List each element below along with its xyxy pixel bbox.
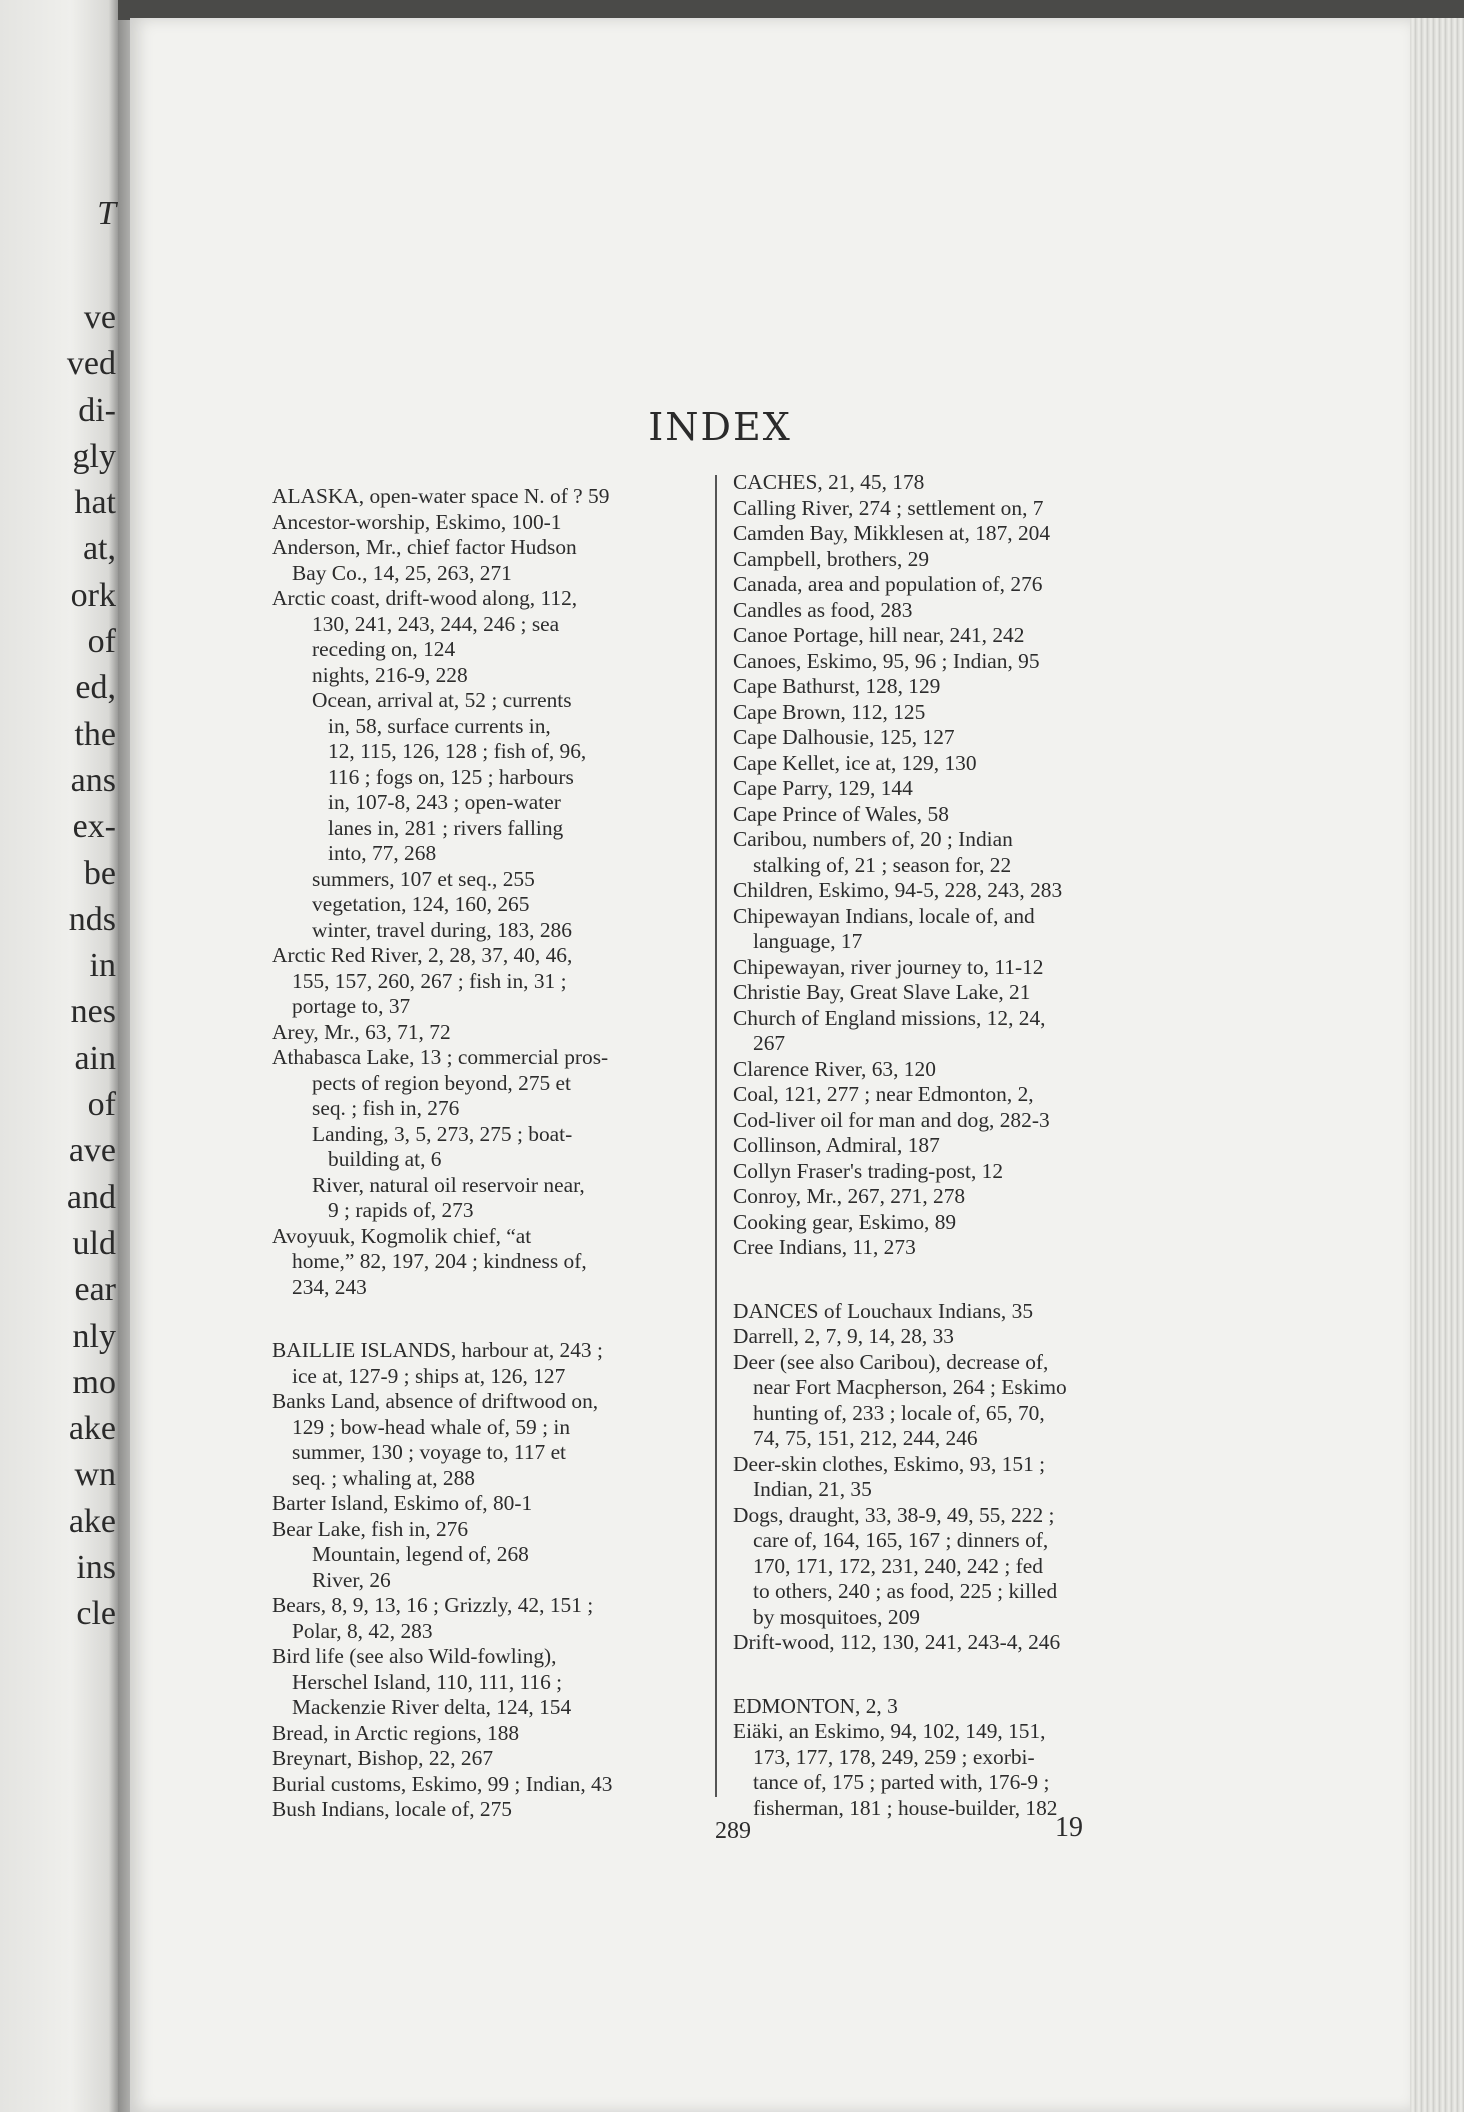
facing-page-fragment: gly: [72, 437, 116, 475]
index-entry-line: Polar, 8, 42, 283: [292, 1618, 433, 1643]
index-entry: [272, 1644, 704, 1721]
facing-page-fragment: ans: [70, 761, 116, 799]
signature-mark: 19: [1055, 1812, 1083, 1843]
index-entry: [733, 955, 1173, 981]
facing-page-fragment: ed,: [75, 669, 116, 707]
index-entry-line: Cape Kellet, ice at, 129, 130: [733, 750, 977, 775]
facing-page-fragment: nly: [72, 1317, 116, 1355]
index-entry: [272, 867, 704, 893]
index-entry-line: Anderson, Mr., chief factor Hudson: [272, 535, 577, 559]
facing-page-fragment: ve: [83, 299, 116, 336]
index-entry: [733, 1082, 1173, 1108]
index-entry: [272, 1045, 704, 1122]
facing-page-edge: [0, 0, 118, 2112]
facing-page-fragment: nes: [70, 993, 116, 1031]
index-entry-line: seq. ; whaling at, 288: [292, 1465, 475, 1490]
index-entry: [272, 892, 704, 918]
index-entry-line: Indian, 21, 35: [753, 1477, 872, 1501]
index-entry-line: Eiäki, an Eskimo, 94, 102, 149, 151,: [733, 1719, 1046, 1743]
index-entry-line: Cape Prince of Wales, 58: [733, 801, 949, 826]
index-entry-line: summer, 130 ; voyage to, 117 et: [292, 1440, 567, 1464]
index-entry: [733, 1350, 1173, 1452]
facing-page-fragment: at,: [82, 530, 116, 568]
index-entry-line: 129 ; bow-head whale of, 59 ; in: [292, 1414, 571, 1439]
facing-page-fragment: ain: [74, 1039, 116, 1077]
index-entry-line: portage to, 37: [292, 994, 411, 1018]
facing-page-fragment: ins: [76, 1549, 116, 1587]
index-entry: [733, 1108, 1173, 1134]
index-entry-line: 9 ; rapids of, 273: [328, 1198, 474, 1222]
index-entry-line: Cree Indians, 11, 273: [733, 1235, 916, 1259]
index-entry-line: in, 107-8, 243 ; open-water: [328, 790, 561, 814]
index-entry: [272, 1797, 704, 1823]
index-entry-line: Canada, area and population of, 276: [733, 572, 1043, 596]
facing-page-fragment: in: [89, 947, 116, 985]
index-entry: [272, 510, 704, 536]
scan-top-edge: [118, 0, 1464, 20]
index-entry-line: language, 17: [753, 929, 863, 953]
index-entry: [272, 1020, 704, 1046]
index-entry-line: Collyn Fraser's trading-post, 12: [733, 1158, 1004, 1183]
index-entry: [733, 1184, 1173, 1210]
index-entry: [733, 878, 1173, 904]
index-entry-line: Arctic Red River, 2, 28, 37, 40, 46,: [272, 943, 573, 967]
index-entry: [733, 802, 1173, 828]
index-entry-line: hunting of, 233 ; locale of, 65, 70,: [753, 1400, 1045, 1425]
index-entry-line: Canoes, Eskimo, 95, 96 ; Indian, 95: [733, 648, 1040, 673]
facing-page-text: [67, 195, 116, 1638]
index-entry-line: Breynart, Bishop, 22, 267: [272, 1746, 494, 1770]
index-entry: [272, 1542, 704, 1568]
index-entry-line: in, 58, surface currents in,: [328, 713, 551, 738]
index-entry: [733, 1630, 1173, 1656]
index-entry-line: Candles as food, 283: [733, 597, 913, 622]
index-entry-line: Christie Bay, Great Slave Lake, 21: [733, 980, 1031, 1004]
index-entry: [272, 1224, 704, 1301]
index-entry-line: Cod-liver oil for man and dog, 282-3: [733, 1107, 1050, 1132]
index-entry: [733, 1133, 1173, 1159]
index-entry: [733, 1235, 1173, 1261]
index-entry-line: Canoe Portage, hill near, 241, 242: [733, 623, 1025, 647]
index-column-right: [733, 470, 1173, 1821]
index-entry: [272, 663, 704, 689]
index-entry: [272, 688, 704, 867]
facing-page-fragment: the: [74, 715, 116, 753]
index-entry-line: Campbell, brothers, 29: [733, 546, 930, 571]
index-entry: [733, 751, 1173, 777]
index-entry: [733, 1503, 1173, 1631]
index-entry-line: Arctic coast, drift-wood along, 112,: [272, 586, 578, 610]
index-entry-line: Avoyuuk, Kogmolik chief, “at: [272, 1223, 532, 1248]
index-entry: [272, 918, 704, 944]
index-entry: [733, 572, 1173, 598]
index-entry: [733, 623, 1173, 649]
index-entry: [733, 1452, 1173, 1503]
index-entry: [272, 484, 704, 510]
facing-page-fragment: nds: [68, 900, 116, 938]
index-entry-line: nights, 216-9, 228: [312, 662, 468, 687]
index-entry: [733, 1324, 1173, 1350]
index-entry-line: Bread, in Arctic regions, 188: [272, 1720, 520, 1745]
index-entry-line: Landing, 3, 5, 273, 275 ; boat-: [312, 1121, 573, 1146]
facing-page-fragment: ake: [68, 1502, 116, 1540]
index-entry: [733, 700, 1173, 726]
index-entry-line: DANCES of Louchaux Indians, 35: [733, 1298, 1034, 1323]
index-entry: [272, 1772, 704, 1798]
index-entry: [272, 1746, 704, 1772]
index-entry: [272, 586, 704, 663]
index-entry-line: pects of region beyond, 275 et: [312, 1070, 571, 1095]
index-entry-line: Bear Lake, fish in, 276: [272, 1516, 469, 1541]
facing-page-fragment: ork: [70, 576, 116, 614]
index-entry-line: Caribou, numbers of, 20 ; Indian: [733, 827, 1013, 851]
index-entry-line: Ocean, arrival at, 52 ; currents: [312, 688, 572, 712]
index-entry-line: Drift-wood, 112, 130, 241, 243-4, 246: [733, 1630, 1061, 1654]
index-entry-line: care of, 164, 165, 167 ; dinners of,: [753, 1528, 1049, 1552]
index-entry: [733, 827, 1173, 878]
index-entry: [733, 598, 1173, 624]
facing-page-fragment: uld: [72, 1224, 116, 1262]
index-entry-line: summers, 107 et seq., 255: [312, 866, 535, 891]
index-entry-line: Cape Parry, 129, 144: [733, 776, 913, 800]
index-entry-line: lanes in, 281 ; rivers falling: [328, 815, 564, 840]
index-entry: [733, 470, 1173, 496]
index-entry-line: Ancestor-worship, Eskimo, 100-1: [272, 509, 562, 534]
index-entry-line: 74, 75, 151, 212, 244, 246: [753, 1426, 978, 1450]
index-entry-line: seq. ; fish in, 276: [312, 1096, 460, 1120]
index-entry: [272, 1173, 704, 1224]
index-entry-line: Church of England missions, 12, 24,: [733, 1005, 1046, 1030]
index-entry-line: Collinson, Admiral, 187: [733, 1133, 940, 1157]
facing-page-fragment: of: [87, 1086, 116, 1124]
index-entry: [733, 1210, 1173, 1236]
facing-page-fragment: mo: [72, 1363, 116, 1401]
index-entry-line: 173, 177, 178, 249, 259 ; exorbi-: [753, 1744, 1035, 1769]
index-entry-line: Children, Eskimo, 94-5, 228, 243, 283: [733, 878, 1063, 902]
index-entry: [733, 649, 1173, 675]
facing-page-fragment: di-: [78, 391, 116, 429]
page-title: INDEX: [648, 405, 792, 450]
index-entry-line: 12, 115, 126, 128 ; fish of, 96,: [328, 739, 587, 763]
column-divider: [715, 475, 717, 1797]
index-entry-line: Deer (see also Caribou), decrease of,: [733, 1349, 1049, 1374]
index-entry-line: Barter Island, Eskimo of, 80-1: [272, 1491, 533, 1515]
index-entry: [733, 980, 1173, 1006]
index-entry-line: Bears, 8, 9, 13, 16 ; Grizzly, 42, 151 ;: [272, 1593, 594, 1617]
index-entry-line: Bush Indians, locale of, 275: [272, 1797, 513, 1821]
index-entry: [733, 725, 1173, 751]
index-entry-line: Cape Dalhousie, 125, 127: [733, 725, 955, 749]
index-entry-line: winter, travel during, 183, 286: [312, 917, 572, 942]
index-entry-line: 130, 241, 243, 244, 246 ; sea: [312, 611, 560, 636]
index-entry-line: fisherman, 181 ; house-builder, 182: [753, 1795, 1058, 1820]
index-entry: [272, 1389, 704, 1491]
index-entry-line: 170, 171, 172, 231, 240, 242 ; fed: [753, 1553, 1043, 1578]
index-entry-line: to others, 240 ; as food, 225 ; killed: [753, 1579, 1058, 1603]
index-entry-line: Clarence River, 63, 120: [733, 1056, 936, 1081]
index-entry-line: tance of, 175 ; parted with, 176-9 ;: [753, 1770, 1050, 1794]
index-entry-line: Camden Bay, Mikklesen at, 187, 204: [733, 521, 1051, 545]
index-entry-line: home,” 82, 197, 204 ; kindness of,: [292, 1249, 587, 1273]
index-column-left: [272, 484, 704, 1823]
index-entry: [733, 547, 1173, 573]
index-entry-line: Athabasca Lake, 13 ; commercial pros-: [272, 1045, 609, 1069]
index-entry-line: 267: [753, 1031, 786, 1055]
index-entry-line: 116 ; fogs on, 125 ; harbours: [328, 764, 574, 789]
index-entry: [733, 1694, 1173, 1720]
facing-page-fragment: ake: [68, 1410, 116, 1448]
index-entry-line: Cape Brown, 112, 125: [733, 699, 926, 724]
index-entry: [733, 521, 1173, 547]
index-entry-line: Mountain, legend of, 268: [312, 1542, 529, 1566]
index-entry-line: Conroy, Mr., 267, 271, 278: [733, 1184, 966, 1208]
index-entry: [272, 1122, 704, 1173]
facing-page-fragment: ave: [68, 1132, 116, 1170]
index-entry: [272, 1568, 704, 1594]
facing-page-fragment: T: [97, 195, 116, 232]
index-entry-line: near Fort Macpherson, 264 ; Eskimo: [753, 1375, 1067, 1399]
index-entry: [733, 1159, 1173, 1185]
index-entry-line: Coal, 121, 277 ; near Edmonton, 2,: [733, 1082, 1034, 1106]
index-entry-line: Deer-skin clothes, Eskimo, 93, 151 ;: [733, 1451, 1046, 1476]
index-entry: [733, 1719, 1173, 1821]
index-entry-line: CACHES, 21, 45, 178: [733, 470, 925, 494]
facing-page-fragment: be: [83, 854, 116, 892]
index-entry-line: River, natural oil reservoir near,: [312, 1172, 585, 1197]
index-entry-line: vegetation, 124, 160, 265: [312, 892, 530, 916]
index-entry-line: Calling River, 274 ; settlement on, 7: [733, 495, 1044, 520]
index-entry: [272, 1593, 704, 1644]
page-stack-edge: [1410, 18, 1464, 2112]
index-entry: [272, 1517, 704, 1543]
index-entry-line: into, 77, 268: [328, 841, 437, 865]
index-entry: [272, 943, 704, 1020]
index-entry-line: 234, 243: [292, 1274, 367, 1299]
index-entry-line: Cape Bathurst, 128, 129: [733, 674, 941, 698]
index-entry-line: Banks Land, absence of driftwood on,: [272, 1389, 599, 1413]
index-entry: [272, 1721, 704, 1747]
index-entry-line: Darrell, 2, 7, 9, 14, 28, 33: [733, 1324, 954, 1348]
facing-page-fragment: ved: [66, 345, 116, 383]
facing-page-fragment: ex-: [72, 808, 116, 846]
index-entry: [272, 1491, 704, 1517]
index-entry: [272, 535, 704, 586]
page-number: 289: [715, 1818, 751, 1844]
facing-page-fragment: cle: [76, 1595, 116, 1633]
facing-page-fragment: ear: [74, 1271, 116, 1309]
index-entry-line: Herschel Island, 110, 111, 116 ;: [292, 1669, 563, 1694]
index-entry: [733, 776, 1173, 802]
index-entry: [733, 904, 1173, 955]
index-entry-line: Cooking gear, Eskimo, 89: [733, 1209, 957, 1234]
index-entry-line: EDMONTON, 2, 3: [733, 1693, 898, 1718]
index-entry-line: stalking of, 21 ; season for, 22: [753, 852, 1012, 877]
index-entry-line: Bay Co., 14, 25, 263, 271: [292, 560, 512, 585]
index-entry-line: by mosquitoes, 209: [753, 1604, 920, 1629]
index-entry-line: building at, 6: [328, 1147, 442, 1171]
index-entry-line: Arey, Mr., 63, 71, 72: [272, 1019, 451, 1044]
index-entry-line: ice at, 127-9 ; ships at, 126, 127: [292, 1363, 566, 1388]
facing-page-fragment: of: [87, 623, 116, 661]
index-entry-line: Chipewayan, river journey to, 11-12: [733, 954, 1044, 979]
index-entry: [733, 1299, 1173, 1325]
index-entry: [733, 496, 1173, 522]
index-entry-line: Burial customs, Eskimo, 99 ; Indian, 43: [272, 1771, 613, 1796]
index-entry: [272, 1338, 704, 1389]
index-entry-line: ALASKA, open-water space N. of ? 59: [272, 484, 610, 508]
index-entry: [733, 674, 1173, 700]
facing-page-fragment: wn: [74, 1456, 116, 1494]
index-entry-line: Mackenzie River delta, 124, 154: [292, 1695, 572, 1719]
facing-page-fragment: hat: [74, 484, 116, 522]
index-entry-line: Dogs, draught, 33, 38-9, 49, 55, 222 ;: [733, 1502, 1055, 1527]
index-entry: [733, 1057, 1173, 1083]
index-entry-line: receding on, 124: [312, 637, 456, 661]
index-entry-line: Bird life (see also Wild-fowling),: [272, 1644, 557, 1668]
facing-page-fragment: and: [66, 1178, 116, 1216]
index-entry-line: 155, 157, 260, 267 ; fish in, 31 ;: [292, 968, 567, 993]
index-entry-line: BAILLIE ISLANDS, harbour at, 243 ;: [272, 1338, 603, 1362]
index-entry-line: Chipewayan Indians, locale of, and: [733, 903, 1035, 928]
index-entry: [733, 1006, 1173, 1057]
index-entry-line: River, 26: [312, 1567, 391, 1592]
